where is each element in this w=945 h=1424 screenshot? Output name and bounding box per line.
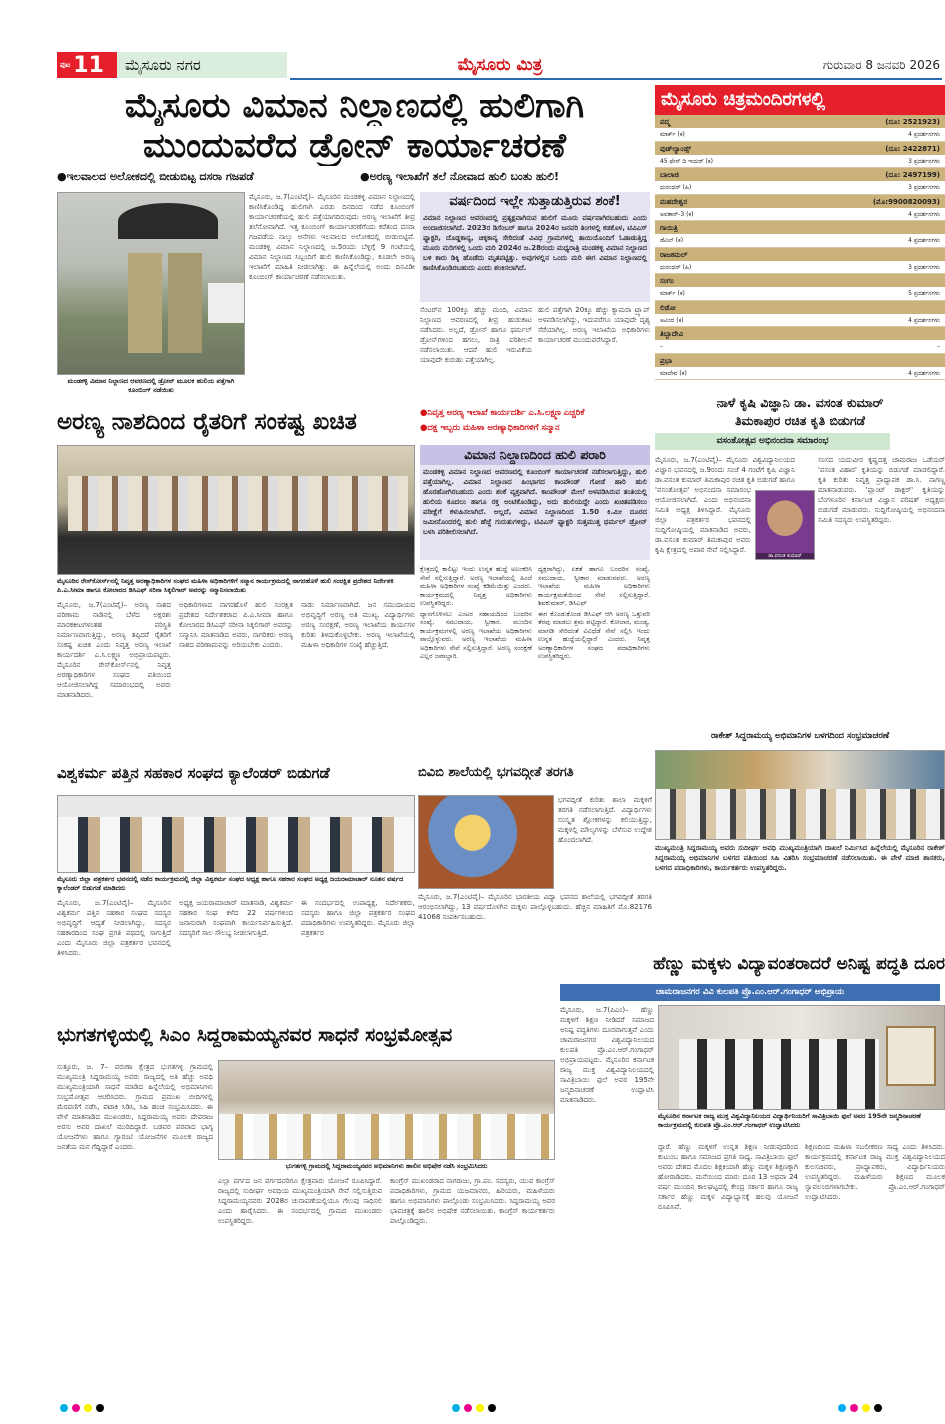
book-headline-1: ನಾಳೆ ಕೃಷಿ ವಿಜ್ಞಾನಿ ಡಾ. ವಸಂತ ಕುಮಾರ್ [716,395,884,410]
drone-operation-photo [57,192,245,375]
girls-photo-caption: ಮೈಸೂರಿನ ಕರ್ನಾಟಕ ರಾಜ್ಯ ಮುಕ್ತ ವಿಶ್ವವಿದ್ಯಾನಿಲಯದ ವಿದ್ಯಾರ್ಥಿನಿಯರಿಗೆ ಸಾವಿತ್ರಿಬಾಯಿ ಫುಲೆ ಅವರ 195ನೇ ಜನ್ಮದಿನಾಚರಣೆ ಕಾರ್ಯಕ್ರಮದಲ್ಲಿ ಕುಲಪತಿ ಪ್ರೊ.ಎಂ.ಆರ್.ಗಂಗಾಧರ್ ಉದ್ಘಾಟಿಸಿದರು [658,1112,921,1129]
bhugatagalli-body-col-3: ಕಾಂಗ್ರೆಸ್ ಮುಖಂಡರಾದ ನಾಗರಾಜು, ಗ್ರಾ.ಪಂ. ಸದಸ್ಯರು, ಯುವ ಕಾಂಗ್ರೆಸ್ ಪದಾಧಿಕಾರಿಗಳು, ಗ್ರಾಮದ ಯಜಮಾನರು, ಹಿರಿಯರು, ಮಹಿಳೆಯರು ಹಾಗೂ ಅಭಿಮಾನಿಗಳು ಪಾಲ್ಗೊಂಡು ಸಂಭ್ರಮಿಸಿದರು. ಸಿದ್ದರಾಮಯ್ಯ ಅವರ ಭಾವಚಿತ್ರಕ್ಕೆ ಹಾಲಿನ ಅಭಿಷೇಕ ನಡೆಸಲಾಯಿತು. ಕಾಂಗ್ರೆಸ್ ಕಾರ್ಯಕರ್ತರು ಪಾಲ್ಗೊಂಡಿದ್ದರು. [390,1177,555,1225]
village-celebration-photo [218,1060,555,1160]
issue-date: ಗುರುವಾರ 8 ಜನವರಿ 2026 [822,58,940,72]
cinema-movie-row [655,235,945,248]
cinema-theatre-row [655,301,945,315]
show-count: 3 ಪ್ರದರ್ಶನಗಳು [908,157,940,165]
lead-body-col-2: ಸೆಂಟರ್‌ನ 100ಕ್ಕೂ ಹೆಚ್ಚು ಮಂದಿ, ವಿಮಾನ ನಿಲ್ದಾಣದ ಆವರಣದಲ್ಲಿ ತೀವ್ರ ಹುಡುಕಾಟ ನಡೆಸಿದರು. ಅಲ್ಲದೆ, ಡ್ರೋನ್ ಹಾಗೂ ಥರ್ಮಲ್ ಡ್ರೋನ್‌ಗಳಿಂದ ಹಗಲು, ರಾತ್ರಿ ಪರಿಶೀಲನೆ ನಡೆಸಲಾಯಿತು. ಆದರೆ ಹುಲಿ ಇರುವಿಕೆಯ ಯಾವುದೇ ಕುರುಹು ಪತ್ತೆಯಾಗಿಲ್ಲ. [420,306,532,364]
girls-body-col-1: ಮೈಸೂರು, ಜ.7(ಪಿಎಂ)– ಹೆಣ್ಣು ಮಕ್ಕಳಿಗೆ ಶಿಕ್ಷಣ ನೀಡಿದರೆ ಸಮಾಜದ ಅನಿಷ್ಟ ಪದ್ಧತಿಗಳು ದೂರವಾಗುತ್ತವೆ ಎಂದು ಚಾಮರಾಜನಗರ ವಿಶ್ವವಿದ್ಯಾನಿಲಯದ ಕುಲಪತಿ ಪ್ರೊ.ಎಂ.ಆರ್.ಗಂಗಾಧರ್ ಅಭಿಪ್ರಾಯಪಟ್ಟರು. ಮೈಸೂರಿನ ಕರ್ನಾಟಕ ರಾಜ್ಯ ಮುಕ್ತ ವಿಶ್ವವಿದ್ಯಾನಿಲಯದಲ್ಲಿ ಸಾವಿತ್ರಿಬಾಯಿ ಫುಲೆ ಅವರ 195ನೇ ಜನ್ಮದಿನಾಚರಣೆ ಉದ್ಘಾಟಿಸಿ ಮಾತನಾಡಿದರು. [560,1006,654,1104]
movie-title: ಮಾರ್ಕ್ (ಕ) [660,131,685,138]
forest-headline: ಅರಣ್ಯ ನಾಶದಿಂದ ರೈತರಿಗೆ ಸಂಕಷ್ಟ ಖಚಿತ [57,409,357,435]
tiger-escape-body: ಮಂಡಕಳ್ಳಿ ವಿಮಾನ ನಿಲ್ದಾಣದ ಆವರಣದಲ್ಲಿ ಕೂಂಬಿಂಗ್ ಕಾರ್ಯಾಚರಣೆ ನಡೆಸಲಾಗುತ್ತಿದ್ದು, ಹುಲಿ ಪತ್ತೆಯಾಗಿಲ್ಲ. ವಿಮಾನ ನಿಲ್ದಾಣದ ಹಿಂಭಾಗದ ಕಾಂಪೌಂಡ್ ಗೋಡೆ ಹಾರಿ ಹುಲಿ ಹೊರಹೋಗಿರಬಹುದು ಎಂದು ಶಂಕೆ ವ್ಯಕ್ತವಾಗಿದೆ. ಕಾಂಪೌಂಡ್ ಮೇಲೆ ಅಳವಡಿಸಿರುವ ತಂತಿಯಲ್ಲಿ ಹುಲಿಯ ಕೂದಲು ಹಾಗೂ ರಕ್ತ ಅಂಟಿಕೊಂಡಿದ್ದು, ಅದು ಹುಲಿಯದ್ದೇ ಎಂದು ಖಚಿತಪಡಿಸಲು ಪರೀಕ್ಷೆಗೆ ಕಳುಹಿಸಲಾಗಿದೆ. ಅಲ್ಲದೆ, ವಿಮಾನ ನಿಲ್ದಾಣದಿಂದ 1.50 ಕಿ.ಮೀ ದೂರದ ಜಮೀನೊಂದರಲ್ಲಿ ಹುಲಿ ಹೆಜ್ಜೆ ಗುರುತುಗಳಿದ್ದು, ಟಿವಿಎಸ್ ಫ್ಯಾಕ್ಟರಿ ಸುತ್ತಮುತ್ತ ಥರ್ಮಲ್ ಡ್ರೋನ್ ಬಳಸಿ ಪರಿಶೀಲಿಸಲಾಗಿದೆ. [423,468,647,536]
show-count: 4 ಪ್ರದರ್ಶನಗಳು [908,316,940,324]
show-count: 4 ಪ್ರದರ್ಶನಗಳು [908,369,940,377]
cinema-theatre-row [655,354,945,368]
girls-body-col-2: ದ್ದಾರೆ. ಹೆಣ್ಣು ಮಕ್ಕಳಿಗೆ ಉನ್ನತ ಶಿಕ್ಷಣ ನೀಡುವುದರಿಂದ ಕುಟುಂಬ ಹಾಗೂ ಸಮಾಜದ ಪ್ರಗತಿ ಸಾಧ್ಯ. ಸಾವಿತ್ರಿಬಾಯಿ ಫುಲೆ ಅವರು ದೇಶದ ಮೊದಲ ಶಿಕ್ಷಕಿಯಾಗಿ ಹೆಣ್ಣು ಮಕ್ಕಳ ಶಿಕ್ಷಣಕ್ಕಾಗಿ ಹೋರಾಡಿದರು. ಮನೆಯಿಂದ ಮಾರು ದೂರ 13 ಅಥವಾ 24 ವರ್ಷ ಮುಂದಿನ ಕಾಲಘಟ್ಟದಲ್ಲಿ ಕೇಂದ್ರ ಸರ್ಕಾರ ಹಾಗೂ ರಾಜ್ಯ ಸರ್ಕಾರ ಹೆಣ್ಣು ಮಕ್ಕಳ ವಿದ್ಯಾಭ್ಯಾಸಕ್ಕೆ ಹಲವು ಯೋಜನೆ ರೂಪಿಸಿವೆ. [658,1143,798,1211]
theatre-name: ಸಂಗಂ [660,277,674,285]
bhugatagalli-body-col-2: ಎಲ್ಲಾ ವರ್ಗದ ಜನ ವರ್ಗದವರಿಗೂ ಕ್ಷೇತ್ರವಾರು ಯೋಜನೆ ರೂಪಿಸಿದ್ದಾರೆ. ರಾಜ್ಯದಲ್ಲಿ ಸುದೀರ್ಘ ಅವಧಿಯ ಮುಖ್ಯಮಂತ್ರಿಯಾಗಿ ಸೇವೆ ಸಲ್ಲಿಸುತ್ತಿರುವ ಸಿದ್ದರಾಮಯ್ಯನವರು 2028ರ ಚುನಾವಣೆಯಲ್ಲಿಯೂ ಗೆಲುವು ಸಾಧಿಸಲಿ ಎಂದು ಹಾರೈಸಿದರು. ಈ ಸಂದರ್ಭದಲ್ಲಿ ಗ್ರಾಮದ ಮುಖಂಡರು ಉಪಸ್ಥಿತರಿದ್ದರು. [218,1177,382,1225]
forest-photo-caption: ಮೈಸೂರಿನ ರೇಸ್‌ಕೋರ್ಸ್‌ನಲ್ಲಿ ನಿವೃತ್ತ ಅರಣ್ಯಾಧಿಕಾರಿಗಳ ಸಂಘದ ಮಹಿಳಾ ಅಧಿಕಾರಿಗಳಿಗೆ ಸನ್ಮಾನ ಕಾರ್ಯಕ್ರಮದಲ್ಲಿ ನಾಗರಹೊಳೆ ಹುಲಿ ಸಂರಕ್ಷಿತ ಪ್ರದೇಶದ ನಿರ್ದೇಶಕಿ ಪಿ.ಎ.ಸೀಮಾ ಹಾಗೂ ಕೋಲಾರದ ಡಿಸಿಎಫ್ ಸರಿನಾ ಸಿಕ್ಕಲಿಗಾರ್ ಅವರನ್ನು ಸನ್ಮಾನಿಸಲಾಯಿತು [57,577,394,594]
info-box-body: ವಿಮಾನ ನಿಲ್ದಾಣದ ಆವರಣದಲ್ಲಿ ಪ್ರತ್ಯಕ್ಷವಾಗಿರುವ ಹುಲಿಗೆ ಮೂರು ವರ್ಷವಾಗಿರಬಹುದು ಎಂದು ಅಂದಾಜಿಸಲಾಗಿದೆ. 2023ರ ಡಿಸೆಂಬರ್ ಹಾಗೂ 2024ರ ಜನವರಿ ತಿಂಗಳಲ್ಲಿ ಕಡಕೊಳ, ಟಿವಿಎಸ್ ಫ್ಯಾಕ್ಟರಿ, ದೊಡ್ಡಕಾನ್ಯ, ಚಿಕ್ಕಕಾನ್ಯ ಸೇರಿದಂತೆ ವಿವಿಧ ಗ್ರಾಮಗಳಲ್ಲಿ ತಾಯಿಯೊಂದಿಗೆ ಓಡಾಡುತ್ತಿದ್ದ ಮೂರು ಮರಿಗಳಲ್ಲಿ ಒಂದು ಮರಿ 2024ರ ಜ.28ರಂದು ಮಧ್ಯರಾತ್ರಿ ಮಂಡಕಳ್ಳಿ ವಿಮಾನ ನಿಲ್ದಾಣದ ಬಳಿ ಕಾರು ಡಿಕ್ಕಿ ಹೊಡೆದು ಮೃತಪಟ್ಟಿತ್ತು. ಅವುಗಳಲ್ಲಿನ ಒಂದು ಮರಿ ಈಗ ವಿಮಾನ ನಿಲ್ದಾಣದಲ್ಲಿ ಕಾಣಿಸಿಕೊಂಡಿರಬಹುದು ಎಂದು ಶಂಕಿಸಲಾಗಿದೆ. [423,214,647,272]
lead-photo-caption: ಮಂಡಕಳ್ಳಿ ವಿಮಾನ ನಿಲ್ದಾಣದ ಆವರಣದಲ್ಲಿ ಡ್ರೋನ್ ಮೂಲಕ ಹುಲಿಯ ಪತ್ತೆಗಾಗಿ ಕೂಂಬಿಂಗ್ ನಡೆಯಿತು [67,377,235,394]
book-body-text: ಮೈಸೂರು, ಜ.7(ಎಂಟಿವೈ)– ಮೈಸೂರು ವಿಶ್ವವಿದ್ಯಾನಿಲಯದ ವಿಜ್ಞಾನ ಭವನದಲ್ಲಿ ಜ.9ರಂದು ಸಂಜೆ 4 ಗಂಟೆಗೆ ಕೃಷಿ ವಿಜ್ಞಾನಿ ಡಾ.ವಸಂತ ಕುಮಾರ್ ತಿಮಕಾಪುರ ರಚಿತ ಕೃತಿ ಬಿಡುಗಡೆ ಹಾಗೂ 'ವಸಂತೋತ್ಸವ' ಅಭಿನಂದನಾ ಸಮಾರಂಭ ಆಯೋಜಿಸಲಾಗಿದೆ. ಎಂದು ಅಭಿನಂದನಾ ಸಮಿತಿ ಅಧ್ಯಕ್ಷ ತಿಳಿಸಿದ್ದಾರೆ. ಮೈಸೂರು ಜಿಲ್ಲಾ ಪತ್ರಕರ್ತರ ಭವನದಲ್ಲಿ ಸುದ್ದಿಗೋಷ್ಠಿಯಲ್ಲಿ ಮಾತನಾಡಿದ ಅವರು, ಡಾ.ವಸಂತ ಕುಮಾರ್ ತಿಮಕಾಪುರ ಅವರು ಕೃಷಿ ಕ್ಷೇತ್ರದಲ್ಲಿ ಅಪಾರ ಸೇವೆ ಸಲ್ಲಿಸಿದ್ದಾರೆ. [655,456,795,554]
vishwakarma-headline: ವಿಶ್ವಕರ್ಮ ಪತ್ತಿನ ಸಹಕಾರ ಸಂಘದ ಕ್ಯಾಲೆಂಡರ್ ಬಿಡುಗಡೆ [57,764,330,782]
book-body-col-2: ಸಂಸದ ಯದುವೀರ ಕೃಷ್ಣದತ್ತ ಚಾಮರಾಜ ಒಡೆಯರ್ 'ವಸಂತ ವಿಹಾರ' ಕೃತಿಯನ್ನು ಬಿಡುಗಡೆ ಮಾಡಲಿದ್ದಾರೆ. ಕೃತಿ ಕುರಿತು ನಿವೃತ್ತ ಪ್ರಾಧ್ಯಾಪಕ ಡಾ.ಸಿ. ನಾಗಣ್ಣ ಮಾತನಾಡುವರು. 'ಪ್ಲಾಂಟ್ ಡಾಕ್ಟರ್' ಕೃತಿಯನ್ನು ಬೆಂಗಳೂರಿನ ಕರ್ನಾಟಕ ವಿಜ್ಞಾನ ಪರಿಷತ್ ಅಧ್ಯಕ್ಷರು ಬಿಡುಗಡೆ ಮಾಡುವರು. ಸುದ್ದಿಗೋಷ್ಠಿಯಲ್ಲಿ ಅಭಿನಂದನಾ ಸಮಿತಿ ಸದಸ್ಯರು ಉಪಸ್ಥಿತರಿದ್ದರು. [818,456,945,524]
forest-bullet-1: ●ನಿವೃತ್ತ ಅರಣ್ಯ ಇಲಾಖೆ ಕಾರ್ಯದರ್ಶಿ ಎ.ಸಿ.ಲಕ್ಷ್ಮಣ ಎಚ್ಚರಿಕೆ [420,408,585,418]
forest-body-col-2: ಅಧಿಕಾರಿಗಳಾದ ನಾಗರಹೊಳೆ ಹುಲಿ ಸಂರಕ್ಷಿತ ಪ್ರದೇಶದ ನಿರ್ದೇಶಕರಾದ ಪಿ.ಎ.ಸೀಮಾ ಹಾಗೂ ಕೋಲಾರದ ಡಿಸಿಎಫ್ ಸರೀನಾ ಸಿಕ್ಕಲಿಗಾರ್ ಅವರನ್ನು ಸನ್ಮಾನಿಸಿ ಮಾತನಾಡಿದ ಅವರು, ನಾಗರಿಕರು ಅರಣ್ಯ ನಾಶದ ಪರಿಣಾಮವನ್ನು ಅರಿಯಬೇಕು ಎಂದರು. [179,601,293,649]
theatre-name: ರಾಜಕಮಲ್ [660,250,688,259]
theatre-phone: (ದೂ: 2497199) [885,171,940,179]
girls-body-col-3: ಶಿಕ್ಷಣದಿಂದ ಮಹಿಳಾ ಸಬಲೀಕರಣ ಸಾಧ್ಯ ಎಂದು ತಿಳಿಸಿದರು. ಕಾರ್ಯಕ್ರಮದಲ್ಲಿ ಕರ್ನಾಟಕ ರಾಜ್ಯ ಮುಕ್ತ ವಿಶ್ವವಿದ್ಯಾನಿಲಯದ ಕುಲಸಚಿವರು, ಪ್ರಾಧ್ಯಾಪಕರು, ವಿದ್ಯಾರ್ಥಿನಿಯರು ಉಪಸ್ಥಿತರಿದ್ದರು. ಮಹಿಳೆಯರು ಶಿಕ್ಷಣದ ಮೂಲಕ ಸ್ವಾವಲಂಬಿಗಳಾಗಬೇಕು. ಪ್ರೊ.ಎಂ.ಆರ್.ಗಂಗಾಧರ್ ಉದ್ಘಾಟಿಸಿದರು. [805,1143,945,1201]
show-count: 4 ಪ್ರದರ್ಶನಗಳು [908,131,940,138]
calendar-release-photo [57,795,415,873]
cinema-movie-row [655,341,945,354]
show-count: 4 ಪ್ರದರ್ಶನಗಳು [908,237,940,244]
theatre-name: ಮಹದೇಶ್ವರ [660,197,688,206]
print-registration-mark [862,1404,870,1412]
vishwakarma-body-col-1: ಮೈಸೂರು, ಜ.7(ಎಂಟಿವೈ)– ಮೈಸೂರಿನ ವಿಶ್ವಕರ್ಮ ಪತ್ತಿನ ಸಹಕಾರ ಸಂಘದ ಸದಸ್ಯರ ಅಭಿವೃದ್ಧಿಗೆ ಆದ್ಯತೆ ನೀಡಲಾಗಿದ್ದು, ಸದಸ್ಯರ ಸಹಕಾರದಿಂದ ಸಂಘ ಪ್ರಗತಿ ಪಥದಲ್ಲಿ ಸಾಗುತ್ತಿದೆ ಎಂದು ಮೈಸೂರು ಜಿಲ್ಲಾ ಪತ್ರಕರ್ತರ ಭವನದಲ್ಲಿ ತಿಳಿಸಿದರು. [57,899,171,957]
theatre-name: ಗಾಯಿತ್ರಿ [660,224,678,232]
show-count: – [937,343,940,350]
forest-body-continued: ಧ್ಯಕ್ಷರಾಗಿದ್ದು, ಏಕತೆ ಹಾಗೂ ಬಂದರಿನ ಸಂಖ್ಯೆ, ಸಮುದಾಯ, ಸ್ವೀಕಾರ ಮಾಡುವವರು. ಅರಣ್ಯ ಇಲಾಖೆಯ ಮಹಿಳಾ ಅಧಿಕಾರಿಗಳು ಕಾರ್ಯಕ್ಷಮತೆಯಿಂದ ಸೇವೆ ಸಲ್ಲಿಸುತ್ತಿದ್ದಾರೆ. ಶಿವಕುಮಾರ್, ಡಿಸಿಎಫ್ [538,565,650,607]
movie-title: ಅವಿಂದ (ಕ) [660,316,684,324]
lead-headline-1: ಮೈಸೂರು ವಿಮಾನ ನಿಲ್ದಾಣದಲ್ಲಿ ಹುಲಿಗಾಗಿ [124,86,585,126]
print-registration-mark [488,1404,496,1412]
movie-title: ಮಾದೇವ (ಕ) [660,369,687,377]
bhugatagalli-headline: ಭುಗತಗಳ್ಳಿಯಲ್ಲಿ ಸಿಎಂ ಸಿದ್ದರಾಮಯ್ಯನವರ ಸಾಧನೆ ಸಂಭ್ರಮೋತ್ಸವ [57,1024,453,1046]
movie-title: ಡೆವಿಲ್ (ಕ) [660,237,684,244]
rakesh-caption: ಮುಖ್ಯಮಂತ್ರಿ ಸಿದ್ದರಾಮಯ್ಯ ಅವರು ಸುದೀರ್ಘ ಅವಧಿ ಮುಖ್ಯಮಂತ್ರಿಯಾಗಿ ದಾಖಲೆ ನಿರ್ಮಿಸಿದ ಹಿನ್ನೆಲೆಯಲ್ಲಿ ಮೈಸೂರಿನ ರಾಕೇಶ್ ಸಿದ್ದರಾಮಯ್ಯ ಅಭಿಮಾನಿಗಳ ಬಳಗದ ವತಿಯಿಂದ ಸಿಹಿ ವಿತರಿಸಿ ಸಂಭ್ರಮಾಚರಣೆ ನಡೆಸಲಾಯಿತು. ಈ ವೇಳೆ ಮಾಜಿ ಶಾಸಕರು, ಬಳಗದ ಪದಾಧಿಕಾರಿಗಳು, ಕಾರ್ಯಕರ್ತರು ಉಪಸ್ಥಿತರಿದ್ದರು. [655,844,945,872]
lead-headline-2: ಮುಂದುವರೆದ ಡ್ರೋನ್ ಕಾರ್ಯಾಚರಣೆ [142,126,566,166]
tiger-escape-title: ವಿಮಾನ ನಿಲ್ದಾಣದಿಂದ ಹುಲಿ ಪರಾರಿ [420,445,650,465]
theatre-name: ವುಡ್‌ಲ್ಯಾಂಡ್ಸ್ [660,144,691,153]
scientist-portrait [755,490,815,560]
rakesh-headline: ರಾಕೇಶ್ ಸಿದ್ದರಾಮಯ್ಯ ಅಭಿಮಾನಿಗಳ ಬಳಗದಿಂದ ಸಂಭ್ರಮಾಚರಣೆ [710,731,890,741]
celebration-photo [655,750,945,840]
forest-bullet-2: ●ದಕ್ಷ ಇಬ್ಬರು ಮಹಿಳಾ ಅರಣ್ಯಾಧಿಕಾರಿಗಳಿಗೆ ಸನ್ಮಾನ [420,423,560,433]
forest-body-col-3: ನಾಡು ನಿರ್ಮಾಣವಾಗಿದೆ. ಜನ ಸಮುದಾಯದ ಅಭಿವೃದ್ಧಿಗೆ ಅರಣ್ಯ ಅತಿ ಮುಖ್ಯ. ವಿದ್ಯಾರ್ಥಿಗಳು ಅರಣ್ಯ ಸಂರಕ್ಷಣೆ, ಅರಣ್ಯ ಇಲಾಖೆಯ ಕಾರ್ಯಗಳ ಕುರಿತು ತಿಳಿದುಕೊಳ್ಳಬೇಕು. ಅರಣ್ಯ ಇಲಾಖೆಯಲ್ಲಿ ಮಹಿಳಾ ಅಧಿಕಾರಿಗಳ ಸಂಖ್ಯೆ ಹೆಚ್ಚುತ್ತಿದೆ. [301,601,415,649]
print-registration-mark [874,1404,882,1412]
theatre-name: ತಿಬ್ಬಾದೇವಿ [660,330,684,338]
show-count: 4 ಪ್ರದರ್ಶನಗಳು [908,210,940,218]
cinema-listings [655,85,945,392]
cinema-theatre-row [655,115,945,129]
movie-title: 45 ಫೇಸ್ ದಿ ಇಯರ್ (ಕ) [660,157,713,165]
lead-body-col-3: ಹುಲಿ ಪತ್ತೆಗಾಗಿ 20ಕ್ಕೂ ಹೆಚ್ಚು ಕ್ಯಾಮರಾ ಟ್ರ್ಯಾಪ್ ಅಳವಡಿಸಲಾಗಿದ್ದು, ಇದುವರೆಗೂ ಯಾವುದೇ ದೃಶ್ಯ ಸೆರೆಯಾಗಿಲ್ಲ. ಅರಣ್ಯ ಇಲಾಖೆಯ ಅಧಿಕಾರಿಗಳು ಕಾರ್ಯಾಚರಣೆ ಮುಂದುವರೆಸಿದ್ದಾರೆ. [538,306,650,344]
cinema-theatre-row [655,327,945,341]
theatre-phone: (ಮೊ:9900820093) [872,197,940,206]
forest-body-col-4 [420,565,532,755]
cinema-movie-row [655,209,945,222]
theatre-phone: (ದೂ: 2521923) [885,118,940,126]
lead-subhead-2: ●ಅರಣ್ಯ ಇಲಾಖೆಗೆ ತಲೆ ನೋವಾದ ಹುಲಿ ಬಂತು ಹುಲಿ! [360,170,560,183]
print-registration-mark [60,1404,68,1412]
print-registration-mark [96,1404,104,1412]
cinema-theatre-row [655,274,945,288]
print-registration-mark [464,1404,472,1412]
info-box-year [420,192,650,302]
theatre-name: ಲಿಡೋ [660,303,676,312]
page-number-badge [57,52,117,78]
girls-headline: ಹೆಣ್ಣು ಮಕ್ಕಳು ವಿದ್ಯಾವಂತರಾದರೆ ಅನಿಷ್ಟ ಪದ್ಧತಿ ದೂರ [653,954,945,974]
movie-title: ಧುರಂಧರ್ (ಹಿ) [660,263,692,271]
movie-title: ಮಾರ್ಕ್ (ಕ) [660,290,685,297]
page-label: ಪುಟ [60,60,71,69]
felicitation-photo [57,445,415,575]
show-count: 3 ಪ್ರದರ್ಶನಗಳು [908,263,940,271]
book-headline-2: ತಿಮಕಾಪುರ ರಚಿತ ಕೃತಿ ಬಿಡುಗಡೆ [734,413,866,428]
vishwakarma-body-col-2: ಅಧ್ಯಕ್ಷ ಜಯರಾಮಾಚಾರ್ ಮಾತನಾಡಿ, ವಿಶ್ವಕರ್ಮ ಸಹಕಾರ ಸಂಘ ಕಳೆದ 22 ವರ್ಷಗಳಿಂದ ಜನಾನುರಾಗಿ ಸಂಘವಾಗಿ ಕಾರ್ಯನಿರ್ವಹಿಸುತ್ತಿದೆ. ಸದಸ್ಯರಿಗೆ ಸಾಲ ಸೌಲಭ್ಯ ನೀಡಲಾಗುತ್ತಿದೆ. [179,899,293,937]
book-subhead: ವಸಂತೋತ್ಸವ ಅಭಿನಂದನಾ ಸಮಾರಂಭ [655,433,890,450]
print-registration-mark [838,1404,846,1412]
bhugatagalli-body-col-1: ಸುತ್ತೂರು, ಜ. 7– ವರುಣಾ ಕ್ಷೇತ್ರದ ಭುಗತಗಳ್ಳಿ ಗ್ರಾಮದಲ್ಲಿ ಮುಖ್ಯಮಂತ್ರಿ ಸಿದ್ದರಾಮಯ್ಯ ಅವರು ರಾಜ್ಯದಲ್ಲಿ ಅತಿ ಹೆಚ್ಚು ಅವಧಿ ಮುಖ್ಯಮಂತ್ರಿಯಾಗಿ ಸಾಧನೆ ಮಾಡಿದ ಹಿನ್ನೆಲೆಯಲ್ಲಿ ಅಭಿಮಾನಿಗಳು ಸಂಭ್ರಮೋತ್ಸವ ಆಚರಿಸಿದರು. ಗ್ರಾಮದ ಪ್ರಮುಖ ಬೀದಿಗಳಲ್ಲಿ ಮೆರವಣಿಗೆ ನಡೆಸಿ, ಪಟಾಕಿ ಸಿಡಿಸಿ, ಸಿಹಿ ಹಂಚಿ ಸಂಭ್ರಮಿಸಿದರು. ಈ ವೇಳೆ ಮಾತನಾಡಿದ ಮುಖಂಡರು, ಸಿದ್ದರಾಮಯ್ಯ ಅವರು ದೇವರಾಜ ಅರಸು ಅವರ ದಾಖಲೆ ಮುರಿದಿದ್ದಾರೆ. ಬಡವರ ಪರವಾದ ಭಾಗ್ಯ ಯೋಜನೆಗಳು ಹಾಗೂ ಗ್ಯಾರಂಟಿ ಯೋಜನೆಗಳ ಮೂಲಕ ರಾಜ್ಯದ ಜನತೆಯ ಮನ ಗೆದ್ದಿದ್ದಾರೆ ಎಂದರು. [57,1063,213,1151]
print-registration-mark [84,1404,92,1412]
show-count: 3 ಪ್ರದರ್ಶನಗಳು [908,184,940,191]
forest-body-extra: ಧ್ಯಾನಗೊಳಿಸಲು ಎಂಟರ ಸಹಾಯದಿಂದ ಬಂದರಿನ ಸಂಖ್ಯೆ, ಸಮುದಾಯ, ಸ್ವೀಕಾರ. ಮುಂದಿನ ಕಾರ್ಯಕ್ರಮಗಳಲ್ಲಿ ಅರಣ್ಯ ಇಲಾಖೆಯ ಅಧಿಕಾರಿಗಳು ಪಾಲ್ಗೊಳ್ಳುವರು. ಅರಣ್ಯ ಇಲಾಖೆಯ ಮಹಿಳಾ ಅಧಿಕಾರಿಗಳು ಸೇವೆ ಸಲ್ಲಿಸುತ್ತಿದ್ದಾರೆ. ಅರಣ್ಯ ಸಂರಕ್ಷಣೆ ಎಲ್ಲರ ಜವಾಬ್ದಾರಿ. [420,609,532,660]
krishna-arjuna-image [418,795,554,889]
movie-title: ಅವತಾರ್-3 (ಕ) [660,210,694,218]
cinema-theatre-row [655,168,945,182]
girls-subhead: ಚಾಮರಾಜನಗರ ವಿವಿ ಕುಲಪತಿ ಪ್ರೊ.ಎಂ.ಆರ್.ಗಂಗಾಧರ್ ಅಭಿಪ್ರಾಯ [560,984,940,1001]
print-registration-mark [850,1404,858,1412]
cinema-theatre-row [655,195,945,209]
header-rule [290,78,942,80]
vishwakarma-caption: ಮೈಸೂರು ಜಿಲ್ಲಾ ಪತ್ರಕರ್ತರ ಭವನದಲ್ಲಿ ನಡೆದ ಕಾರ್ಯಕ್ರಮದಲ್ಲಿ ಜಿಲ್ಲಾ ವಿಶ್ವಕರ್ಮ ಸಂಘದ ಅಧ್ಯಕ್ಷ ಹಾಗೂ ಸಹಕಾರ ಸಂಘದ ಅಧ್ಯಕ್ಷ ಜಯರಾಮಾಚಾರ್ ನೂತನ ವರ್ಷದ ಕ್ಯಾಲೆಂಡರ್ ಬಿಡುಗಡೆ ಮಾಡಿದರು [57,875,404,892]
cinema-title: ಮೈಸೂರು ಚಿತ್ರಮಂದಿರಗಳಲ್ಲಿ [655,85,945,115]
cinema-movie-row [655,368,945,381]
movie-title: ಧುರಂಧರ್ (ಹಿ) [660,184,692,191]
cinema-movie-row [655,288,945,301]
forest-body-col-5 [538,565,650,755]
tiger-escape-box [420,445,650,560]
movie-title: – [660,343,663,350]
bvb-headline: ಬಿವಿಬಿ ಶಾಲೆಯಲ್ಲಿ ಭಗವದ್ಗೀತೆ ತರಗತಿ [418,765,574,780]
cinema-movie-row [655,156,945,169]
forest-body-continued: ಕ್ಷೇತ್ರದಲ್ಲಿ ಕಾಲಿಟ್ಟು ಇಂದು ಉನ್ನತ ಹುದ್ದೆ ಅಲಂಕರಿಸಿ ಸೇವೆ ಸಲ್ಲಿಸುತ್ತಿದ್ದಾರೆ. ಅರಣ್ಯ ಇಲಾಖೆಯಲ್ಲಿ ಹಿಂದೆ ಮಹಿಳಾ ಅಧಿಕಾರಿಗಳ ಸಂಖ್ಯೆ ಕಡಿಮೆಯಿತ್ತು ಎಂದರು. ಕಾರ್ಯಕ್ರಮದಲ್ಲಿ ನಿವೃತ್ತ ಅಧಿಕಾರಿಗಳು ಉಪಸ್ಥಿತರಿದ್ದರು. [420,565,532,607]
section-name: ಮೈಸೂರು ನಗರ [117,52,287,78]
forest-body-col-1: ಮೈಸೂರು, ಜ.7(ಎಂಟಿವೈ)– ಅರಣ್ಯ ನಾಶದ ಪರಿಣಾಮ ನಾಡಿನಲ್ಲಿ ಬೆಳೆದ ಅಕ್ಷರಶಃ ಮಾರಕಕೀಟಗಳಂತಹ ಪರಿಸ್ಥಿತಿ ನಿರ್ಮಾಣವಾಗುತ್ತಿದ್ದು, ಅರಣ್ಯ ತಪ್ಪಿದರೆ ರೈತರಿಗೆ ಸಂಕಷ್ಟ ಖಚಿತ ಎಂದು ನಿವೃತ್ತ ಅರಣ್ಯ ಇಲಾಖೆ ಕಾರ್ಯದರ್ಶಿ ಎ.ಸಿ.ಲಕ್ಷ್ಮಣ ಅಭಿಪ್ರಾಯಪಟ್ಟರು. ಮೈಸೂರಿನ ರೇಸ್‌ಕೋರ್ಸ್‌ನಲ್ಲಿ ನಿವೃತ್ತ ಅರಣ್ಯಾಧಿಕಾರಿಗಳ ಸಂಘದ ವತಿಯಿಂದ ಆಯೋಜಿಸಲಾಗಿದ್ದ ಸಮಾರಂಭದಲ್ಲಿ ಅವರು ಮಾತನಾಡಿದರು. [57,601,171,699]
cinema-theatre-row [655,142,945,156]
bhugatagalli-caption: ಭುಗತಗಳ್ಳಿ ಗ್ರಾಮದಲ್ಲಿ ಸಿದ್ದರಾಮಯ್ಯನವರ ಅಭಿಮಾನಿಗಳು ಹಾಲಿನ ಅಭಿಷೇಕ ನಡೆಸಿ ಸಂಭ್ರಮಿಸಿದರು [285,1162,488,1170]
cinema-movie-row [655,182,945,195]
masthead: ಮೈಸೂರು ಮಿತ್ರ [457,55,543,75]
theatre-name: ಪ್ರಭಾ [660,356,673,365]
bvb-body-col-2: ಮೈಸೂರು, ಜ.7(ಎಂಟಿವೈ)– ಮೈಸೂರಿನ ಭಾರತೀಯ ವಿದ್ಯಾ ಭವನದ ಶಾಲೆಯಲ್ಲಿ ಭಗವದ್ಗೀತೆ ತರಗತಿ ಆರಂಭಿಸಲಾಗಿದ್ದು, 13 ವರ್ಷದೊಳಗಿನ ಮಕ್ಕಳು ಪಾಲ್ಗೊಳ್ಳಬಹುದು. ಹೆಚ್ಚಿನ ಮಾಹಿತಿಗೆ ಮೊ.82176 41068 ಸಂಪರ್ಕಿಸಬಹುದು. [418,893,652,921]
print-registration-mark [72,1404,80,1412]
cinema-theatre-row [655,248,945,262]
lead-body-col-1: ಮೈಸೂರು, ಜ.7(ಎಂಟಿವೈ)– ಮೈಸೂರಿನ ಮಂಡಕಳ್ಳಿ ವಿಮಾನ ನಿಲ್ದಾಣದಲ್ಲಿ ಕಾಣಿಸಿಕೊಂಡಿದ್ದ ಹುಲಿಗಾಗಿ ಎರಡು ದಿನದಿಂದ ನಡೆದ ಕೂಂಬಿಂಗ್ ಕಾರ್ಯಾಚರಣೆಯಲ್ಲಿ ಹುಲಿ ಪತ್ತೆಯಾಗದಿರುವುದು ಅರಣ್ಯ ಇಲಾಖೆಗೆ ತೀವ್ರ ತಲೆನೋವಾಗಿದೆ. ಇತ್ತ ಕೂಂಬಿಂಗ್ ಕಾರ್ಯಾಚರಣೆಗೆಂದು ಕರೆತಂದ ದಸರಾ ಗಜಪಡೆಯ ನಾಲ್ಕು ಆನೆಗಳು ಇಲವಾಲದ ಅಲೋಕದಲ್ಲಿ ಬೀಡುಬಿಟ್ಟಿವೆ. ಮಂಡಕಳ್ಳಿ ವಿಮಾನ ನಿಲ್ದಾಣದಲ್ಲಿ ಜ.5ರಂದು ಬೆಳ್ಳಿಗ್ಗೆ 9 ಗಂಟೆಯಲ್ಲಿ ವಿಮಾನ ನಿಲ್ದಾಣದ ಸಿಬ್ಬಂದಿಗೆ ಹುಲಿ ಕಾಣಿಸಿಕೊಂಡಿದ್ದು, ಕೂಡಲೇ ಅರಣ್ಯ ಇಲಾಖೆಗೆ ಮಾಹಿತಿ ನೀಡಲಾಗಿತ್ತು. ಈ ಹಿನ್ನೆಲೆಯಲ್ಲಿ ಅಂದು ದಿನವಿಡೀ ಕೂಂಬಿಂಗ್ ಕಾರ್ಯಾಚರಣೆ ನಡೆಸಲಾಯಿತು. [249,193,415,281]
print-registration-mark [452,1404,460,1412]
portrait-label: ಡಾ.ವಸಂತ ಕುಮಾರ್ [756,553,814,559]
forest-body-extra: ಈಗ ಕೊಂಡುಕೊಂಡ ಡಿಸಿಎಫ್ ಆಗಿ ಅರಣ್ಯ ಒತ್ತುವರಿ ತೆರವು ಮಾಡಲು ಶ್ರಮ ಪಟ್ಟಿದ್ದಾರೆ. ಕೋಲಾರ, ಮಂಡ್ಯ, ಮಾಗಡಿ ಸೇರಿದಂತೆ ವಿವಿಧೆಡೆ ಸೇವೆ ಸಲ್ಲಿಸಿ ಇಂದು ಉನ್ನತ ಹುದ್ದೆಯಲ್ಲಿದ್ದಾರೆ ಎಂದರು. ನಿವೃತ್ತ ಅರಣ್ಯಾಧಿಕಾರಿಗಳ ಸಂಘದ ಪದಾಧಿಕಾರಿಗಳು ಉಪಸ್ಥಿತರಿದ್ದರು. [538,609,650,660]
info-box-title: ವರ್ಷದಿಂದ ಇಲ್ಲೇ ಸುತ್ತಾಡುತ್ತಿರುವ ಶಂಕೆ! [449,194,621,209]
lead-subhead-1: ●ಇಲವಾಲದ ಅಲೋಕದಲ್ಲಿ ಬೀಡುಬಿಟ್ಟ ದಸರಾ ಗಜಪಡೆ [57,170,254,183]
cinema-movie-row [655,129,945,142]
theatre-phone: (ದೂ: 2422871) [885,144,940,153]
print-registration-mark [476,1404,484,1412]
vishwakarma-body-col-3: ಈ ಸಂದರ್ಭದಲ್ಲಿ ಉಪಾಧ್ಯಕ್ಷ, ನಿರ್ದೇಶಕರು, ಸದಸ್ಯರು ಹಾಗೂ ಜಿಲ್ಲಾ ಪತ್ರಕರ್ತರ ಸಂಘದ ಪದಾಧಿಕಾರಿಗಳು ಉಪಸ್ಥಿತರಿದ್ದರು. ಮೈಸೂರು ಜಿಲ್ಲಾ ಪತ್ರಕರ್ತರ [301,899,415,937]
cinema-movie-row [655,262,945,275]
show-count: 5 ಪ್ರದರ್ಶನಗಳು [908,290,940,297]
theatre-name: ಬಾಲಾಜಿ [660,171,679,179]
cinema-theatre-row [655,221,945,235]
theatre-name: ಪದ್ಮ [660,118,670,126]
university-event-photo [658,1005,945,1110]
bvb-body-col-1: ಭಗವದ್ಗೀತೆ ಕುರಿತು ಶಾಲಾ ಮಕ್ಕಳಿಗೆ ತರಗತಿ ನಡೆಸಲಾಗುತ್ತಿದೆ. ವಿದ್ಯಾರ್ಥಿಗಳು ಸಂಸ್ಕೃತ ಶ್ಲೋಕಗಳನ್ನು ಕಲಿಯುತ್ತಿದ್ದು, ಮಕ್ಕಳಲ್ಲಿ ಮೌಲ್ಯಗಳನ್ನು ಬೆಳೆಸುವ ಉದ್ದೇಶ ಹೊಂದಲಾಗಿದೆ. [558,796,652,844]
cinema-movie-row [655,315,945,328]
page-number: 11 [73,52,104,78]
